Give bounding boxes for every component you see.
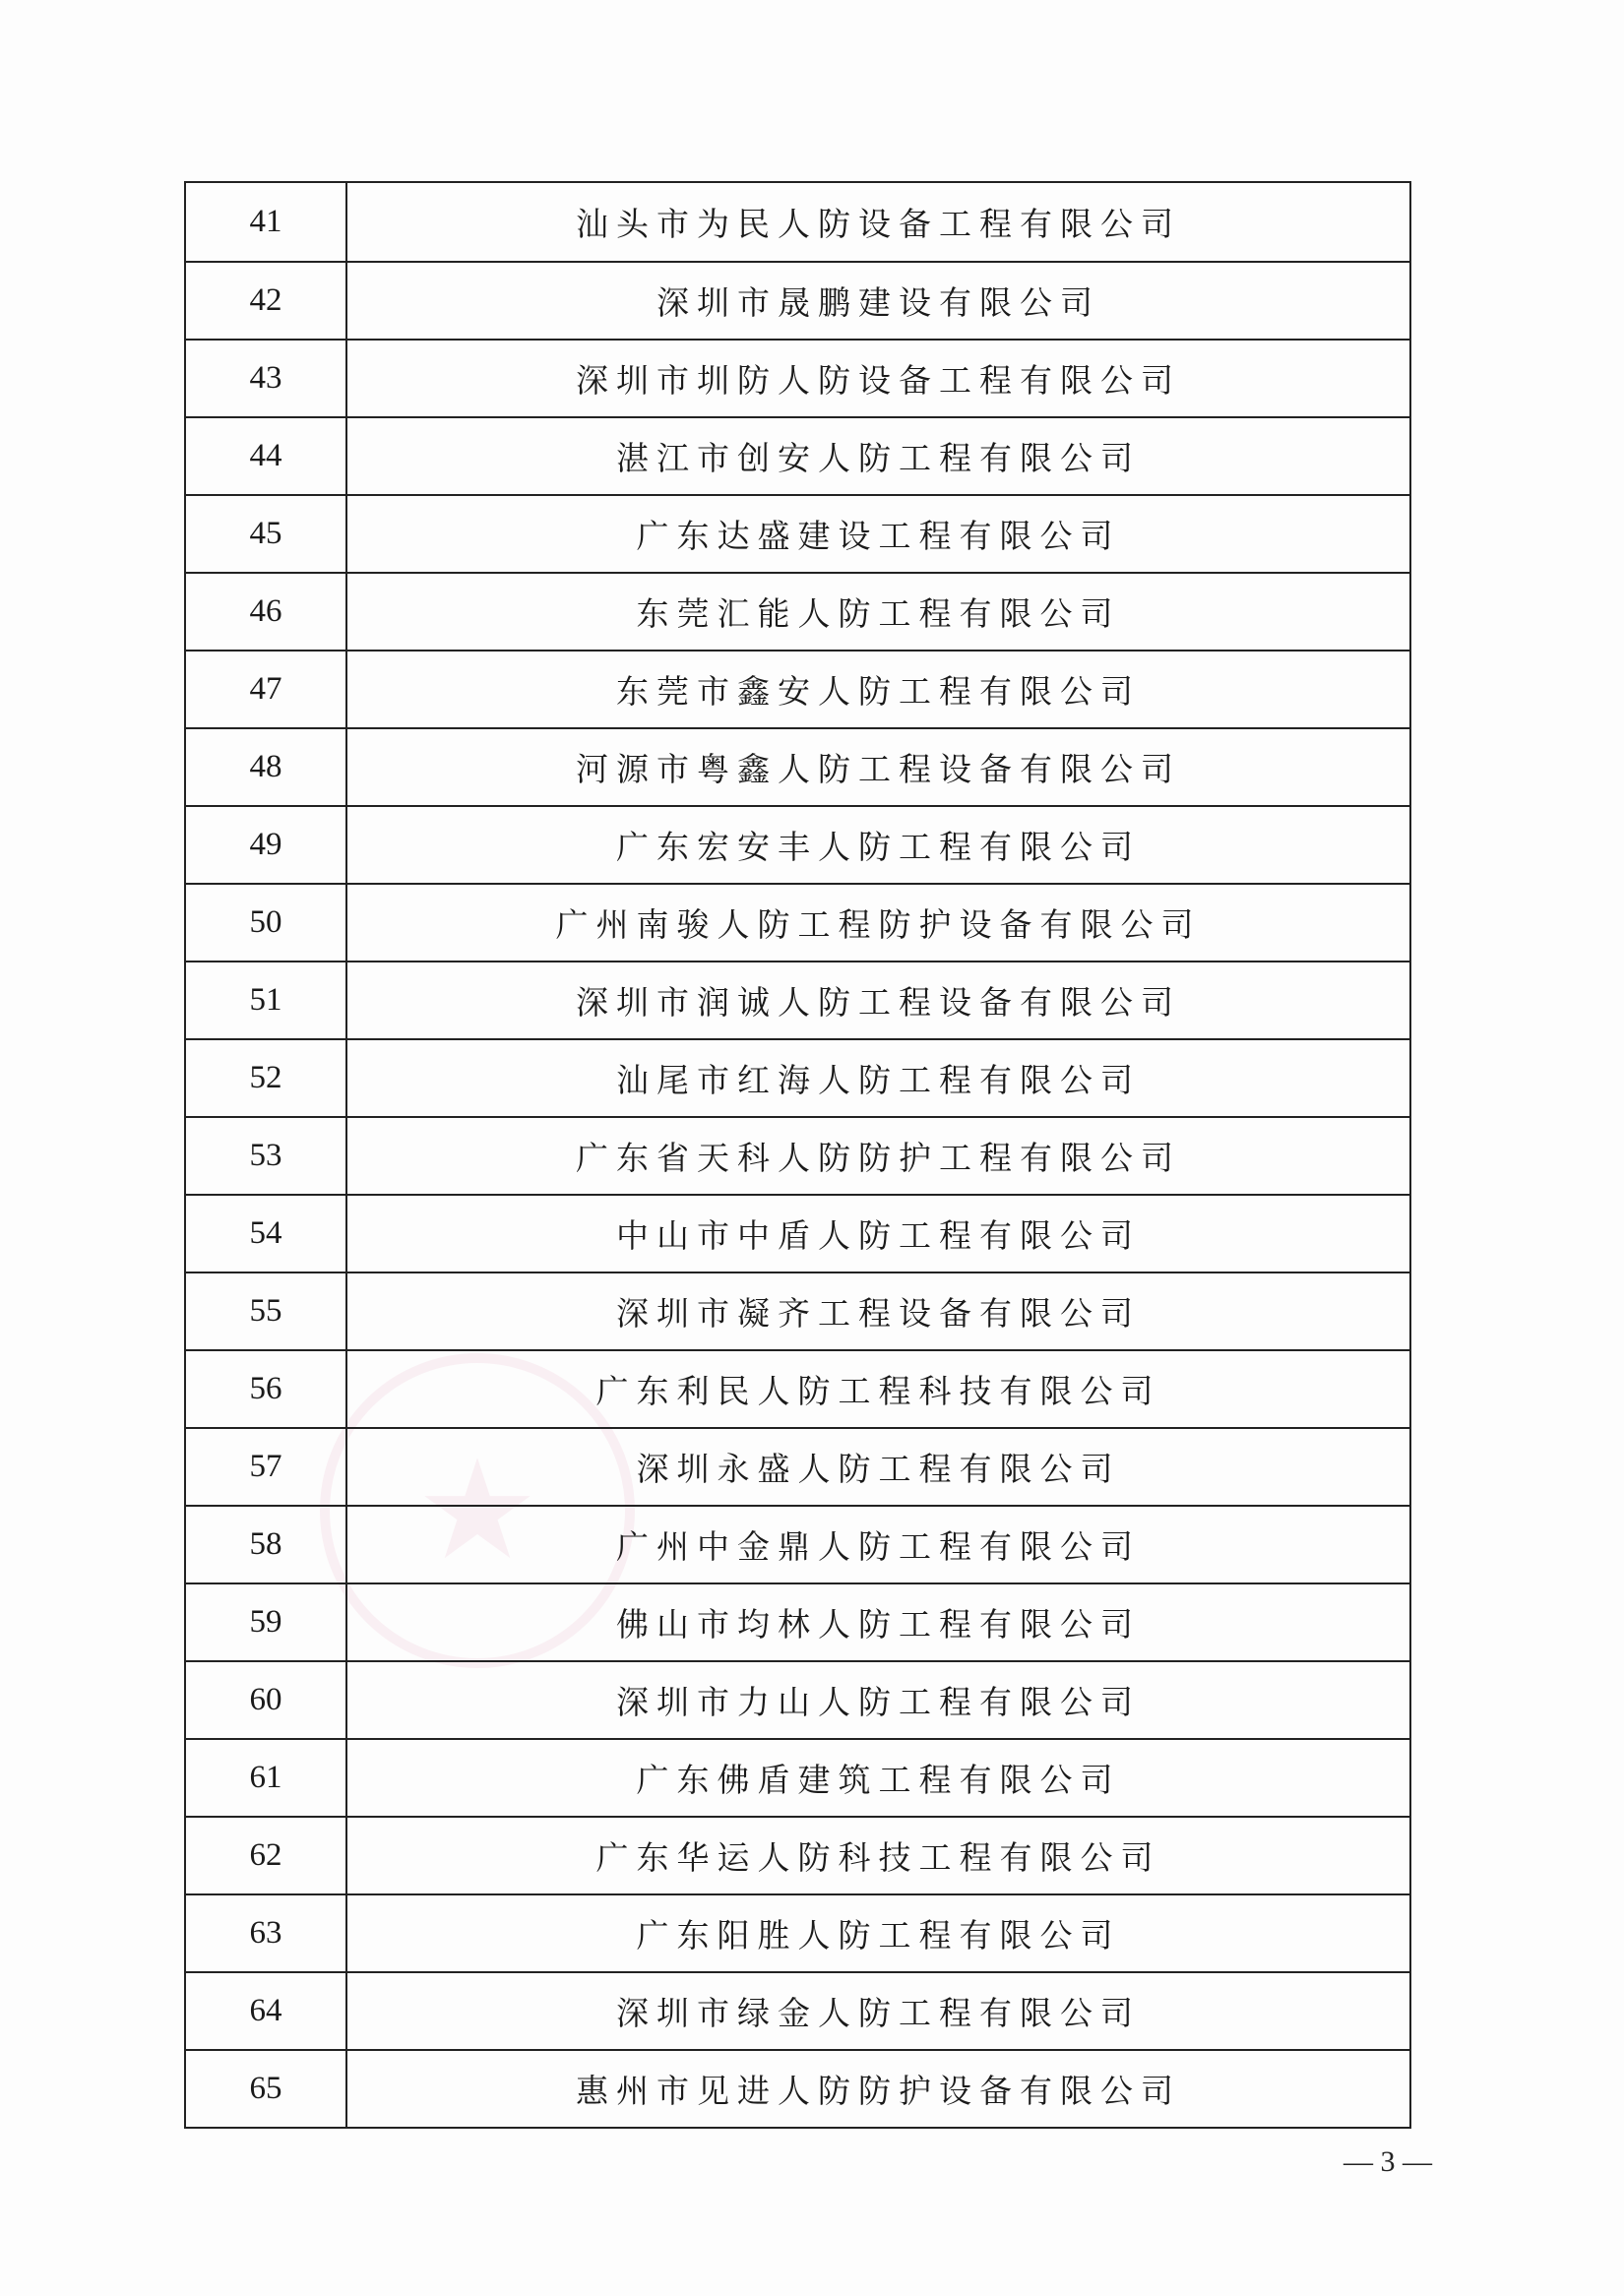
company-name: 佛山市均林人防工程有限公司 (616, 1605, 1141, 1644)
company-name: 深圳市润诚人防工程设备有限公司 (576, 983, 1181, 1022)
table-row (186, 805, 1409, 883)
company-name: 中山市中盾人防工程有限公司 (616, 1216, 1141, 1255)
company-name: 深圳市晟鹏建设有限公司 (656, 283, 1100, 322)
company-name: 广东华运人防科技工程有限公司 (595, 1838, 1161, 1877)
row-number: 41 (186, 183, 347, 261)
table-row (186, 261, 1409, 339)
row-number: 53 (186, 1118, 347, 1194)
table-row (186, 1971, 1409, 2049)
row-number: 50 (186, 885, 347, 961)
table-row (186, 1660, 1409, 1738)
row-number: 63 (186, 1895, 347, 1971)
row-number: 49 (186, 807, 347, 883)
row-number: 46 (186, 574, 347, 650)
table-row (186, 183, 1409, 261)
company-name: 广州南骏人防工程防护设备有限公司 (555, 905, 1202, 944)
company-name: 深圳市凝齐工程设备有限公司 (616, 1294, 1141, 1333)
company-name: 广东达盛建设工程有限公司 (636, 517, 1121, 555)
row-number: 45 (186, 496, 347, 572)
row-number: 60 (186, 1662, 347, 1738)
table-row (186, 2049, 1409, 2127)
company-name: 广东宏安丰人防工程有限公司 (616, 828, 1141, 866)
table-row (186, 339, 1409, 416)
table-row (186, 1427, 1409, 1505)
company-name: 东莞市鑫安人防工程有限公司 (616, 672, 1141, 711)
company-name: 惠州市见进人防防护设备有限公司 (576, 2072, 1181, 2110)
row-number: 44 (186, 418, 347, 494)
row-number: 55 (186, 1273, 347, 1349)
company-table (184, 181, 1411, 2129)
page-number: — 3 — (1343, 2145, 1432, 2178)
row-number: 62 (186, 1818, 347, 1893)
company-name: 广东利民人防工程科技有限公司 (595, 1372, 1161, 1410)
row-number: 56 (186, 1351, 347, 1427)
company-name: 广东省天科人防防护工程有限公司 (576, 1139, 1181, 1177)
table-row (186, 883, 1409, 961)
company-name: 广东阳胜人防工程有限公司 (636, 1916, 1121, 1955)
table-row (186, 1738, 1409, 1816)
row-number: 59 (186, 1584, 347, 1660)
table-row (186, 961, 1409, 1038)
company-name: 广州中金鼎人防工程有限公司 (616, 1527, 1141, 1566)
table-row (186, 416, 1409, 494)
company-name: 汕尾市红海人防工程有限公司 (616, 1061, 1141, 1099)
table-row (186, 1349, 1409, 1427)
row-number: 42 (186, 263, 347, 339)
company-name: 东莞汇能人防工程有限公司 (636, 594, 1121, 633)
table-row (186, 494, 1409, 572)
row-number: 43 (186, 341, 347, 416)
company-name: 广东佛盾建筑工程有限公司 (636, 1761, 1121, 1799)
row-number: 54 (186, 1196, 347, 1272)
table-row (186, 1038, 1409, 1116)
row-number: 47 (186, 652, 347, 727)
table-row (186, 727, 1409, 805)
row-number: 64 (186, 1973, 347, 2049)
table-row (186, 1116, 1409, 1194)
company-name: 深圳市圳防人防设备工程有限公司 (576, 361, 1181, 400)
table-row (186, 572, 1409, 650)
seal-star-icon: ★ (415, 1430, 539, 1591)
company-name: 深圳市力山人防工程有限公司 (616, 1683, 1141, 1721)
row-number: 65 (186, 2051, 347, 2127)
row-number: 57 (186, 1429, 347, 1505)
company-name: 湛江市创安人防工程有限公司 (616, 439, 1141, 477)
table-row (186, 1272, 1409, 1349)
company-name: 深圳市绿金人防工程有限公司 (616, 1994, 1141, 2032)
company-name: 深圳永盛人防工程有限公司 (636, 1450, 1121, 1488)
row-number: 52 (186, 1040, 347, 1116)
table-row (186, 1582, 1409, 1660)
table-row (186, 1816, 1409, 1893)
table-row (186, 1194, 1409, 1272)
table-row (186, 1893, 1409, 1971)
table-row (186, 1505, 1409, 1582)
row-number: 48 (186, 729, 347, 805)
row-number: 58 (186, 1507, 347, 1582)
row-number: 61 (186, 1740, 347, 1816)
company-name: 汕头市为民人防设备工程有限公司 (576, 205, 1181, 243)
table-row (186, 650, 1409, 727)
company-name: 河源市粤鑫人防工程设备有限公司 (576, 750, 1181, 788)
row-number: 51 (186, 962, 347, 1038)
